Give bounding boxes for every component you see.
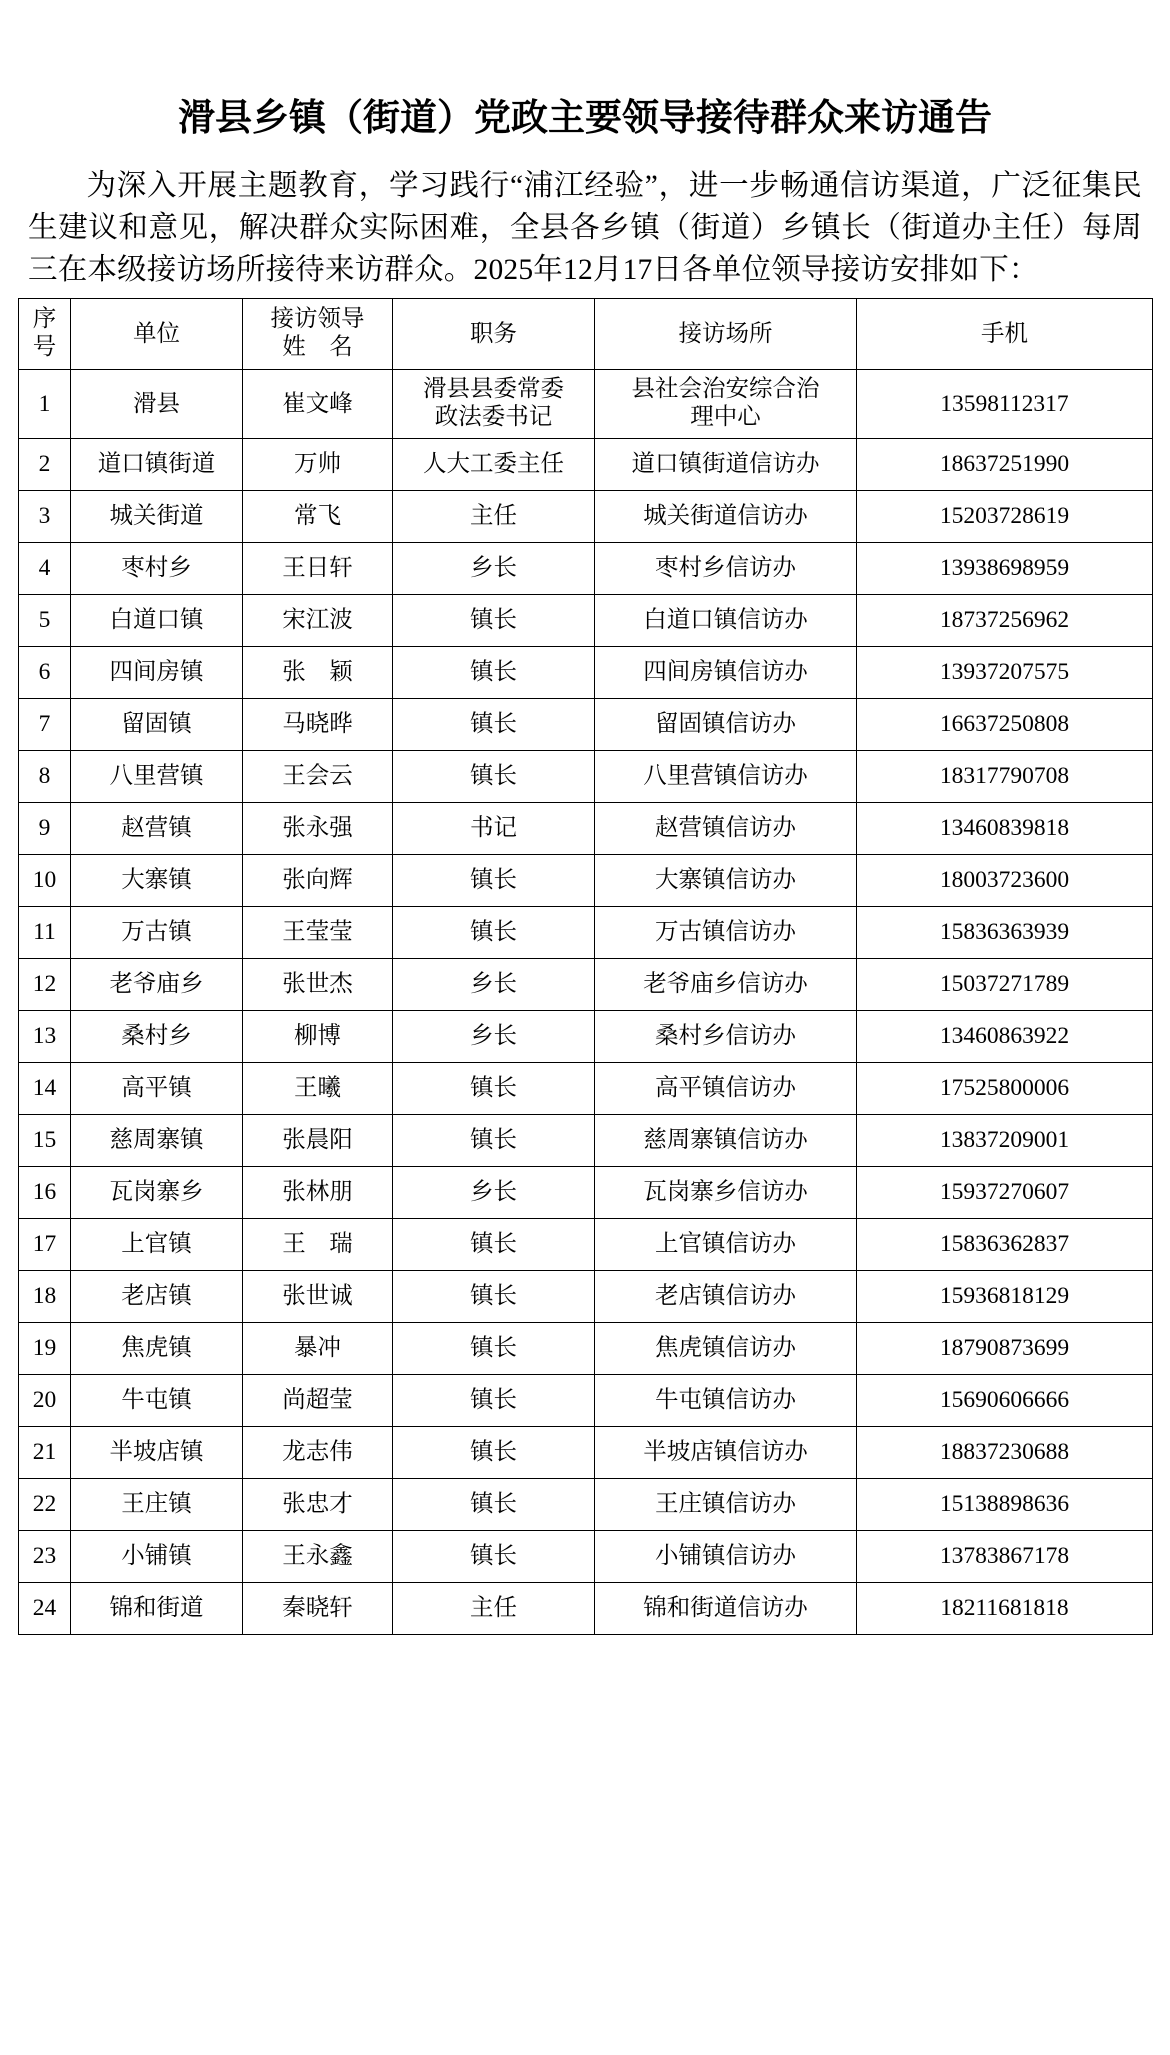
row-place: 枣村乡信访办 [595, 543, 857, 595]
column-header-role: 职务 [393, 299, 595, 370]
row-unit: 半坡店镇 [71, 1427, 243, 1479]
row-phone: 13938698959 [857, 543, 1153, 595]
row-role-line: 滑县县委常委 [423, 376, 564, 403]
table-row [19, 647, 1153, 699]
row-no: 10 [19, 855, 71, 907]
column-header-leader-name [243, 299, 393, 370]
row-unit: 慈周寨镇 [71, 1115, 243, 1167]
column-header-no-line1: 序 [32, 306, 57, 333]
schedule-table [18, 298, 1153, 1635]
row-role: 镇长 [393, 1271, 595, 1323]
row-leader-name: 秦晓轩 [243, 1583, 393, 1635]
row-unit: 小铺镇 [71, 1531, 243, 1583]
row-role: 镇长 [393, 1219, 595, 1271]
row-role: 镇长 [393, 1323, 595, 1375]
row-no: 12 [19, 959, 71, 1011]
row-unit: 锦和街道 [71, 1583, 243, 1635]
row-leader-name: 张永强 [243, 803, 393, 855]
row-no: 19 [19, 1323, 71, 1375]
table-row [19, 1323, 1153, 1375]
table-row [19, 543, 1153, 595]
row-place: 上官镇信访办 [595, 1219, 857, 1271]
row-unit: 老店镇 [71, 1271, 243, 1323]
table-header [19, 299, 1153, 370]
row-leader-name: 王永鑫 [243, 1531, 393, 1583]
row-phone: 18317790708 [857, 751, 1153, 803]
row-role: 镇长 [393, 595, 595, 647]
table-row [19, 595, 1153, 647]
row-no: 11 [19, 907, 71, 959]
row-role: 镇长 [393, 699, 595, 751]
row-role: 镇长 [393, 1115, 595, 1167]
row-no: 8 [19, 751, 71, 803]
row-role: 乡长 [393, 1011, 595, 1063]
row-no: 16 [19, 1167, 71, 1219]
table-row [19, 1011, 1153, 1063]
row-place: 道口镇街道信访办 [595, 439, 857, 491]
intro-paragraph-text: 为深入开展主题教育，学习践行“浦江经验”，进一步畅通信访渠道，广泛征集民生建议和意见，解决群众实际困难，全县各乡镇（街道）乡镇长（街道办主任）每周三在本级接访场所接待来访群众。2025年12月17日各单位领导接访安排如下： [28, 170, 1142, 287]
column-header-place: 接访场所 [595, 299, 857, 370]
table-row [19, 491, 1153, 543]
row-unit: 老爷庙乡 [71, 959, 243, 1011]
row-place: 四间房镇信访办 [595, 647, 857, 699]
row-leader-name: 张向辉 [243, 855, 393, 907]
row-role: 镇长 [393, 1063, 595, 1115]
row-unit: 城关街道 [71, 491, 243, 543]
column-header-phone: 手机 [857, 299, 1153, 370]
row-phone: 13783867178 [857, 1531, 1153, 1583]
row-role: 镇长 [393, 1479, 595, 1531]
table-header-row [19, 299, 1153, 370]
row-role [393, 370, 595, 439]
row-unit: 瓦岗寨乡 [71, 1167, 243, 1219]
row-no: 1 [19, 370, 71, 439]
table-row [19, 1167, 1153, 1219]
row-role: 镇长 [393, 647, 595, 699]
row-unit: 道口镇街道 [71, 439, 243, 491]
table-row [19, 1531, 1153, 1583]
row-place: 牛屯镇信访办 [595, 1375, 857, 1427]
row-role: 镇长 [393, 855, 595, 907]
row-phone: 18637251990 [857, 439, 1153, 491]
table-row [19, 1219, 1153, 1271]
row-place: 留固镇信访办 [595, 699, 857, 751]
row-phone: 15936818129 [857, 1271, 1153, 1323]
table-row [19, 370, 1153, 439]
table-row [19, 907, 1153, 959]
table-row [19, 1583, 1153, 1635]
row-place: 半坡店镇信访办 [595, 1427, 857, 1479]
row-phone: 15937270607 [857, 1167, 1153, 1219]
row-leader-name: 暴冲 [243, 1323, 393, 1375]
row-leader-name: 张世杰 [243, 959, 393, 1011]
column-header-leader-name-line2: 姓 名 [282, 334, 353, 361]
row-place: 小铺镇信访办 [595, 1531, 857, 1583]
row-role: 乡长 [393, 1167, 595, 1219]
row-unit: 滑县 [71, 370, 243, 439]
row-no: 14 [19, 1063, 71, 1115]
table-row [19, 1063, 1153, 1115]
table-row [19, 855, 1153, 907]
row-place: 老店镇信访办 [595, 1271, 857, 1323]
row-phone: 15690606666 [857, 1375, 1153, 1427]
row-place: 老爷庙乡信访办 [595, 959, 857, 1011]
row-unit: 焦虎镇 [71, 1323, 243, 1375]
row-phone: 15203728619 [857, 491, 1153, 543]
row-no: 6 [19, 647, 71, 699]
row-place: 王庄镇信访办 [595, 1479, 857, 1531]
table-row [19, 751, 1153, 803]
table-row [19, 1427, 1153, 1479]
row-no: 7 [19, 699, 71, 751]
schedule-table-wrapper [18, 298, 1152, 1635]
row-place [595, 370, 857, 439]
row-unit: 万古镇 [71, 907, 243, 959]
table-row [19, 1479, 1153, 1531]
row-role: 镇长 [393, 1375, 595, 1427]
row-leader-name: 王莹莹 [243, 907, 393, 959]
row-leader-name: 张忠才 [243, 1479, 393, 1531]
row-place: 桑村乡信访办 [595, 1011, 857, 1063]
row-place-line: 县社会治安综合治 [631, 376, 820, 403]
row-role: 主任 [393, 1583, 595, 1635]
table-row [19, 959, 1153, 1011]
row-place: 白道口镇信访办 [595, 595, 857, 647]
row-phone: 13598112317 [857, 370, 1153, 439]
row-phone: 13837209001 [857, 1115, 1153, 1167]
row-phone: 18737256962 [857, 595, 1153, 647]
row-role-line: 政法委书记 [434, 404, 553, 431]
row-leader-name: 王曦 [243, 1063, 393, 1115]
row-no: 15 [19, 1115, 71, 1167]
row-leader-name: 马晓晔 [243, 699, 393, 751]
row-no: 9 [19, 803, 71, 855]
column-header-leader-name-line1: 接访领导 [270, 306, 365, 333]
row-place: 高平镇信访办 [595, 1063, 857, 1115]
row-leader-name: 宋江波 [243, 595, 393, 647]
row-phone: 18837230688 [857, 1427, 1153, 1479]
row-unit: 牛屯镇 [71, 1375, 243, 1427]
row-no: 4 [19, 543, 71, 595]
row-phone: 16637250808 [857, 699, 1153, 751]
column-header-no [19, 299, 71, 370]
row-no: 2 [19, 439, 71, 491]
row-phone: 18211681818 [857, 1583, 1153, 1635]
row-no: 20 [19, 1375, 71, 1427]
row-unit: 四间房镇 [71, 647, 243, 699]
row-no: 24 [19, 1583, 71, 1635]
row-place: 赵营镇信访办 [595, 803, 857, 855]
row-leader-name: 张 颖 [243, 647, 393, 699]
row-unit: 高平镇 [71, 1063, 243, 1115]
document-page [0, 96, 1170, 2055]
row-role: 镇长 [393, 1427, 595, 1479]
row-role: 乡长 [393, 959, 595, 1011]
row-role: 主任 [393, 491, 595, 543]
table-row [19, 1115, 1153, 1167]
row-leader-name: 龙志伟 [243, 1427, 393, 1479]
row-unit: 枣村乡 [71, 543, 243, 595]
table-row [19, 699, 1153, 751]
row-no: 17 [19, 1219, 71, 1271]
row-phone: 13460839818 [857, 803, 1153, 855]
row-phone: 18003723600 [857, 855, 1153, 907]
row-phone: 18790873699 [857, 1323, 1153, 1375]
intro-paragraph [28, 166, 1142, 292]
row-leader-name: 王会云 [243, 751, 393, 803]
row-role: 乡长 [393, 543, 595, 595]
row-place: 八里营镇信访办 [595, 751, 857, 803]
row-unit: 大寨镇 [71, 855, 243, 907]
row-leader-name: 王 瑞 [243, 1219, 393, 1271]
row-place-line: 理中心 [690, 404, 761, 431]
row-no: 3 [19, 491, 71, 543]
table-row [19, 803, 1153, 855]
row-no: 13 [19, 1011, 71, 1063]
page-title: 滑县乡镇（街道）党政主要领导接待群众来访通告 [178, 97, 992, 138]
table-body [19, 370, 1153, 1635]
row-role: 镇长 [393, 751, 595, 803]
row-place: 锦和街道信访办 [595, 1583, 857, 1635]
row-unit: 王庄镇 [71, 1479, 243, 1531]
row-unit: 留固镇 [71, 699, 243, 751]
row-unit: 桑村乡 [71, 1011, 243, 1063]
table-row [19, 1271, 1153, 1323]
row-unit: 白道口镇 [71, 595, 243, 647]
table-row [19, 439, 1153, 491]
row-phone: 15836362837 [857, 1219, 1153, 1271]
row-phone: 15138898636 [857, 1479, 1153, 1531]
row-unit: 赵营镇 [71, 803, 243, 855]
column-header-unit: 单位 [71, 299, 243, 370]
row-phone: 13460863922 [857, 1011, 1153, 1063]
row-leader-name: 张晨阳 [243, 1115, 393, 1167]
row-role: 人大工委主任 [393, 439, 595, 491]
row-role: 书记 [393, 803, 595, 855]
row-phone: 17525800006 [857, 1063, 1153, 1115]
row-leader-name: 万帅 [243, 439, 393, 491]
row-place: 焦虎镇信访办 [595, 1323, 857, 1375]
row-leader-name: 崔文峰 [243, 370, 393, 439]
row-place: 城关街道信访办 [595, 491, 857, 543]
row-unit: 上官镇 [71, 1219, 243, 1271]
row-no: 22 [19, 1479, 71, 1531]
row-no: 18 [19, 1271, 71, 1323]
row-leader-name: 张林朋 [243, 1167, 393, 1219]
row-place: 慈周寨镇信访办 [595, 1115, 857, 1167]
row-phone: 15037271789 [857, 959, 1153, 1011]
row-phone: 13937207575 [857, 647, 1153, 699]
row-no: 5 [19, 595, 71, 647]
row-unit: 八里营镇 [71, 751, 243, 803]
row-no: 21 [19, 1427, 71, 1479]
row-place: 大寨镇信访办 [595, 855, 857, 907]
table-row [19, 1375, 1153, 1427]
row-leader-name: 柳博 [243, 1011, 393, 1063]
row-leader-name: 王日轩 [243, 543, 393, 595]
column-header-no-line2: 号 [32, 334, 57, 361]
row-leader-name: 尚超莹 [243, 1375, 393, 1427]
row-leader-name: 常飞 [243, 491, 393, 543]
row-place: 瓦岗寨乡信访办 [595, 1167, 857, 1219]
row-no: 23 [19, 1531, 71, 1583]
row-leader-name: 张世诚 [243, 1271, 393, 1323]
row-role: 镇长 [393, 907, 595, 959]
row-place: 万古镇信访办 [595, 907, 857, 959]
row-phone: 15836363939 [857, 907, 1153, 959]
row-role: 镇长 [393, 1531, 595, 1583]
